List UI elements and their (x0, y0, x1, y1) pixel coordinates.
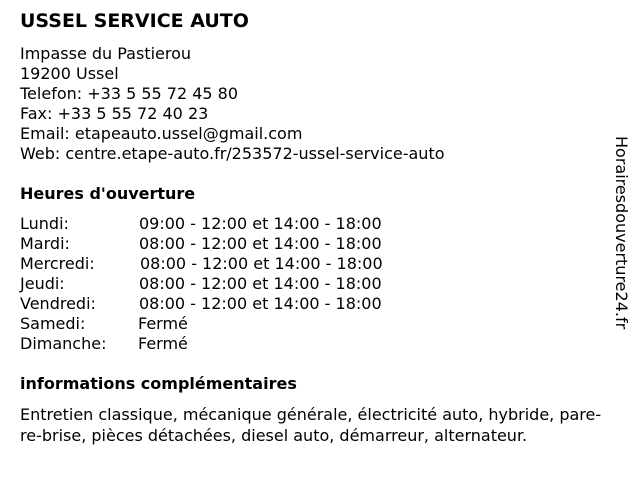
address-street: Impasse du Pastierou (20, 44, 192, 63)
day-label: Dimanche: (20, 334, 107, 353)
email-line: Email: etapeauto.ussel@gmail.com (20, 124, 303, 143)
day-time: 08:00 - 12:00 et 14:00 - 18:00 (139, 294, 382, 313)
day-label: Jeudi: (20, 274, 65, 293)
day-label: Lundi: (20, 214, 69, 233)
day-label: Mercredi: (20, 254, 95, 273)
day-label: Vendredi: (20, 294, 96, 313)
day-time: 08:00 - 12:00 et 14:00 - 18:00 (139, 234, 382, 253)
info-text (20, 404, 624, 446)
web-line: Web: centre.etape-auto.fr/253572-ussel-service-auto (20, 144, 445, 163)
info-line-2: re-brise, pièces détachées, diesel auto, démarreur, alternateur. (20, 426, 528, 445)
site-watermark: Horairesdouverture24.fr (612, 136, 631, 330)
info-heading: informations complémentaires (20, 374, 297, 393)
phone-line: Telefon: +33 5 55 72 45 80 (20, 84, 239, 103)
day-time: Fermé (138, 334, 188, 353)
hours-heading: Heures d'ouverture (20, 184, 196, 203)
day-label: Mardi: (20, 234, 70, 253)
address-city: 19200 Ussel (20, 64, 119, 83)
day-time: Fermé (138, 314, 188, 333)
day-time: 08:00 - 12:00 et 14:00 - 18:00 (140, 254, 383, 273)
info-line-1: Entretien classique, mécanique générale, électricité auto, hybride, pare- (20, 405, 602, 424)
fax-line: Fax: +33 5 55 72 40 23 (20, 104, 209, 123)
business-name: USSEL SERVICE AUTO (20, 10, 249, 32)
day-time: 09:00 - 12:00 et 14:00 - 18:00 (139, 214, 382, 233)
day-time: 08:00 - 12:00 et 14:00 - 18:00 (139, 274, 382, 293)
contact-block (20, 44, 445, 164)
day-label: Samedi: (20, 314, 86, 333)
